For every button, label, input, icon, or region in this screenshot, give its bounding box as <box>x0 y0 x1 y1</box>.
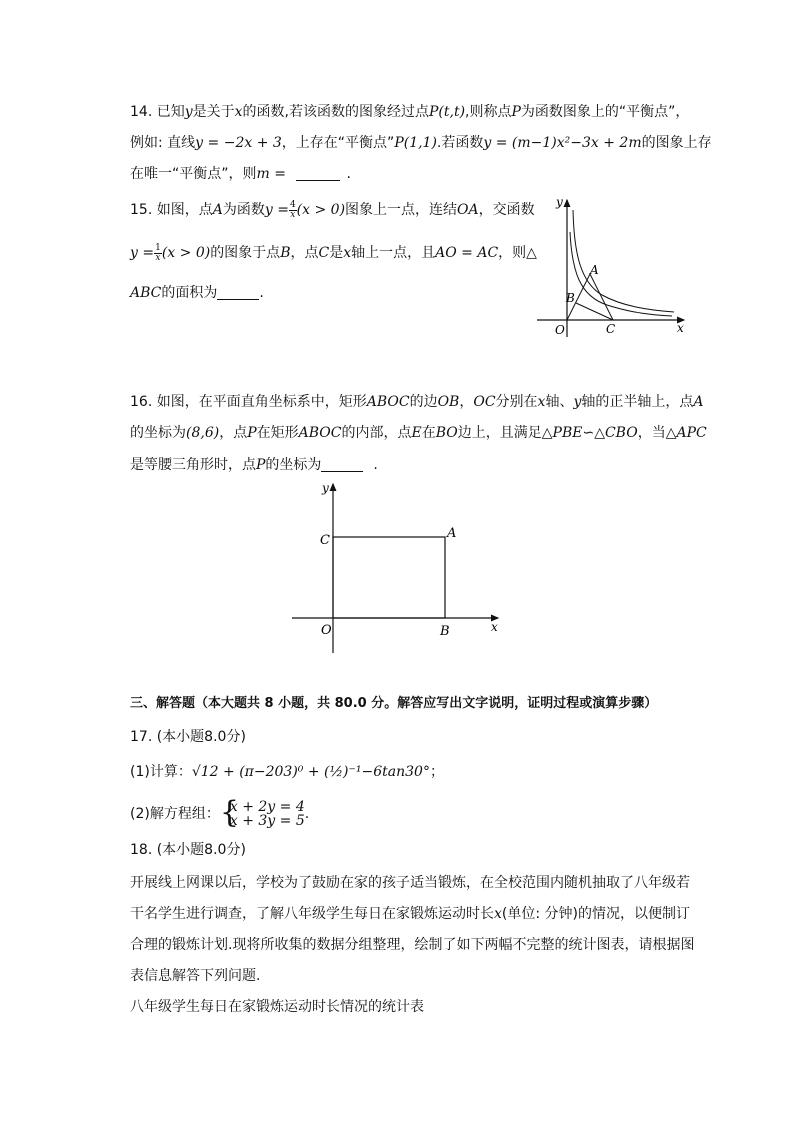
q15-text: 的图象于点 <box>210 245 281 261</box>
answer-blank[interactable] <box>217 285 259 300</box>
q18-table-title: 八年级学生每日在家锻炼运动时长情况的统计表 <box>130 999 424 1015</box>
label-B: B <box>440 624 450 639</box>
q15-math: OA <box>457 202 479 218</box>
q17-title: 17. (本小题8.0分) <box>130 729 246 745</box>
q15-line3 <box>130 283 264 303</box>
equation-row: x + 3y = 5 <box>229 813 305 829</box>
q15-text: 轴上一点，且 <box>351 245 436 261</box>
q15-text: ，则△ <box>498 245 537 261</box>
q18-math: x <box>494 906 502 922</box>
q16-text: 轴的正半轴上，点 <box>581 394 694 410</box>
q14-text: 的图象上存 <box>641 135 712 151</box>
label-y: y <box>322 481 329 495</box>
q15-math: x <box>343 245 352 261</box>
q17-part1-end: ； <box>429 764 444 780</box>
q16-math: CBO <box>604 425 638 441</box>
q15-line1 <box>130 200 535 220</box>
frac-den: x <box>290 209 296 220</box>
q15-graph <box>532 192 692 342</box>
label-C: C <box>606 322 616 336</box>
q15-math: AO = AC <box>435 245 499 261</box>
q16-math: OB <box>437 394 460 410</box>
label-O: O <box>555 323 565 337</box>
q15-text: 15. 如图，点 <box>130 202 213 218</box>
label-B: B <box>566 291 575 305</box>
rectangle-ABOC <box>333 537 445 618</box>
q16-math: A <box>693 394 704 410</box>
q18-text: 干名学生进行调查，了解八年级学生每日在家锻炼运动时长 <box>130 906 494 922</box>
q16-text: 边上，且满足△ <box>457 425 553 441</box>
label-O: O <box>321 623 332 638</box>
curve-4-over-x <box>573 210 674 312</box>
label-y: y <box>556 195 563 209</box>
q14-math: y <box>184 104 193 120</box>
q15-text: 是 <box>329 245 344 261</box>
q18-body-line2 <box>130 904 690 924</box>
q16-text: 是等腰三角形时，点 <box>130 457 256 473</box>
q16-math: BO <box>435 425 458 441</box>
q14-math: m = <box>256 166 286 182</box>
frac-den: x <box>155 252 161 263</box>
section-heading: 三、解答题（本大题共 8 小题，共 80.0 分。解答应写出文字说明，证明过程或演算步骤） <box>130 696 658 711</box>
label-A: A <box>447 526 457 541</box>
q17-part1-label: (1)计算： <box>130 764 192 780</box>
q18-text: (单位: 分钟)的情况，以便制订 <box>501 906 690 922</box>
q16-line1 <box>130 392 704 412</box>
q17-part1 <box>130 762 444 782</box>
q14-line3 <box>130 164 351 184</box>
q15-text: 为函数 <box>222 202 265 218</box>
q16-math: (8,6) <box>186 425 220 441</box>
q14-line1 <box>130 102 689 122</box>
q15-math: (x > 0) <box>161 245 211 261</box>
q16-text: ，当△ <box>637 425 677 441</box>
q14-math: x <box>234 104 243 120</box>
q15-period: . <box>259 285 264 301</box>
q16-line2 <box>130 423 707 443</box>
q16-text: 16. 如图，在平面直角坐标系中，矩形 <box>130 394 367 410</box>
q18-title: 18. (本小题8.0分) <box>130 842 246 858</box>
q16-period: . <box>373 457 378 473</box>
q15-text: ，点 <box>290 245 319 261</box>
q16-math: APC <box>676 425 707 441</box>
label-C: C <box>320 533 330 548</box>
q17-part1-expression: √12 + (π−203)⁰ + (½)⁻¹−6tan30° <box>191 764 430 780</box>
fraction-1-over-x <box>154 244 162 263</box>
q14-math: P(t,t) <box>429 104 466 120</box>
q16-text: 轴、 <box>545 394 574 410</box>
answer-blank[interactable] <box>296 166 340 181</box>
q14-text: 为函数图象上的“平衡点”， <box>520 104 690 120</box>
q17-part2-label: (2)解方程组： <box>130 806 220 822</box>
answer-blank[interactable] <box>321 457 363 472</box>
q14-line2 <box>130 133 712 153</box>
q14-period: . <box>346 166 351 182</box>
q16-math: y <box>573 394 582 410</box>
q15-text: ，交函数 <box>478 202 535 218</box>
q16-text: 在 <box>421 425 436 441</box>
q14-text: 14. 已知 <box>130 104 185 120</box>
equation-system <box>219 795 305 830</box>
label-A: A <box>590 263 599 277</box>
q16-graph <box>288 478 508 658</box>
q16-text: 的坐标为 <box>265 457 322 473</box>
q14-text: 在唯一“平衡点”，则 <box>130 166 257 182</box>
q14-math: y = (m−1)x²−3x + 2m <box>483 135 642 151</box>
fraction-4-over-x <box>289 201 297 220</box>
q16-math: OC <box>473 394 496 410</box>
q14-math: P <box>511 104 521 120</box>
frac-num: 1 <box>155 242 161 253</box>
q18-body-line4: 表信息解答下列问题. <box>130 968 261 984</box>
q16-text: 在矩形 <box>256 425 299 441</box>
q16-math: P <box>256 457 266 473</box>
q16-text: 的内部，点 <box>341 425 412 441</box>
q14-text: 是关于 <box>192 104 235 120</box>
q16-math: E <box>411 425 422 441</box>
q15-math: y = <box>264 202 289 218</box>
q15-math: C <box>318 245 330 261</box>
q15-math: y = <box>130 245 155 261</box>
q16-text: ， <box>459 394 474 410</box>
equation-row: x + 2y = 4 <box>229 799 305 815</box>
q15-math: ABC <box>130 285 162 301</box>
q14-text: 例如: 直线 <box>130 135 196 151</box>
q16-math: x <box>537 394 546 410</box>
q16-math: ABOC <box>366 394 410 410</box>
q15-math: B <box>280 245 291 261</box>
frac-num: 4 <box>289 199 296 210</box>
q16-text: 分别在 <box>495 394 538 410</box>
brace: { <box>219 795 239 830</box>
q15-math: A <box>212 202 223 218</box>
q14-text: 的函数,若该函数的图象经过点 <box>242 104 429 120</box>
q14-math: P(1,1) <box>394 135 437 151</box>
q14-text: .若函数 <box>436 135 484 151</box>
q15-text: 图象上一点，连结 <box>345 202 458 218</box>
segment-AC <box>590 274 613 320</box>
q17-part2 <box>130 795 310 830</box>
q16-line3 <box>130 455 378 475</box>
q15-math: (x > 0) <box>296 202 346 218</box>
q18-body-line3: 合理的锻炼计划.现将所收集的数据分组整理，绘制了如下两幅不完整的统计图表，请根据图 <box>130 937 695 953</box>
q14-text: ，上存在“平衡点” <box>281 135 395 151</box>
label-x: x <box>491 620 498 634</box>
q14-text: ,则称点 <box>465 104 512 120</box>
q16-text: ，点 <box>219 425 248 441</box>
q18-body-line1: 开展线上网课以后，学校为了鼓励在家的孩子适当锻炼，在全校范围内随机抽取了八年级若 <box>130 875 690 891</box>
q16-math: P <box>247 425 257 441</box>
q16-text: 的边 <box>409 394 438 410</box>
q15-line2 <box>130 243 537 263</box>
q14-math: y = −2x + 3 <box>195 135 282 151</box>
label-x: x <box>677 321 684 335</box>
q16-text: 的坐标为 <box>130 425 186 441</box>
q16-text: ∽△ <box>582 425 605 441</box>
q16-math: PBE <box>552 425 583 441</box>
q15-text: 的面积为 <box>161 285 218 301</box>
q16-math: ABOC <box>298 425 342 441</box>
q17-part2-end: . <box>304 806 310 822</box>
